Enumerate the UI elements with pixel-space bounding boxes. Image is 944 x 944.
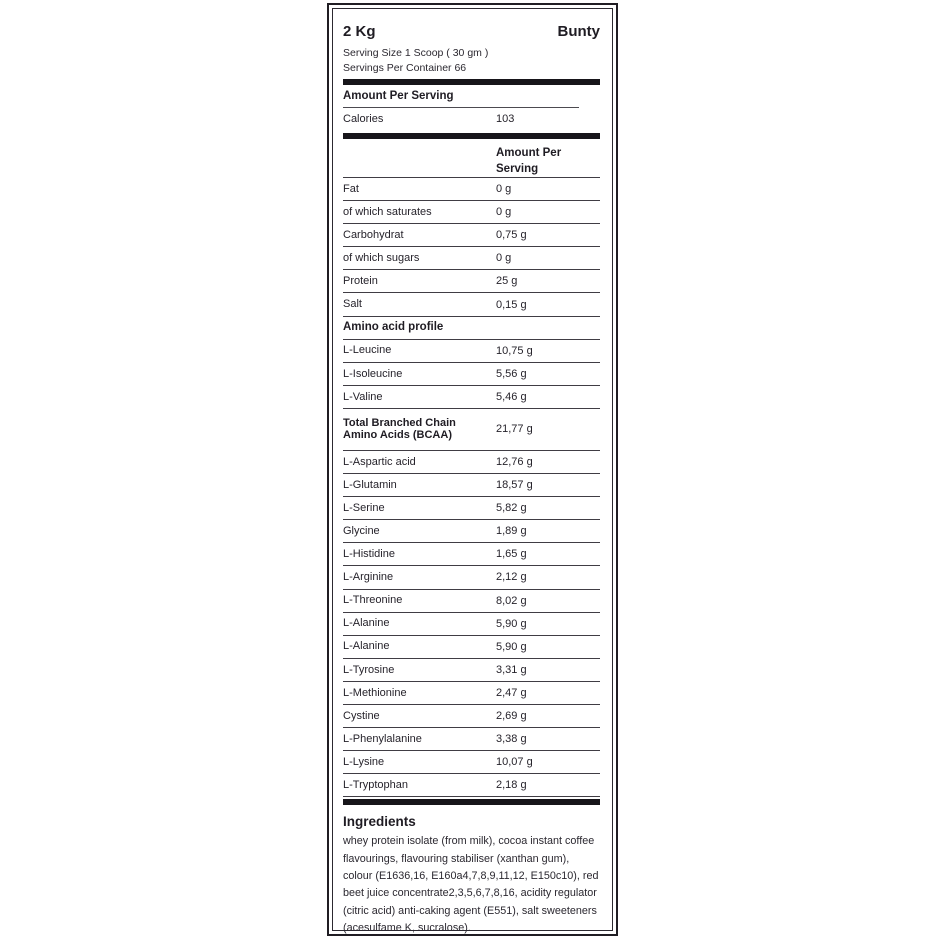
table-row [343, 340, 600, 363]
amino-acid-value: 21,77 g [496, 423, 533, 436]
amino-acid-label: L-Threonine [343, 594, 403, 607]
nutrient-value: 25 g [496, 275, 518, 288]
amino-acid-value: 5,56 g [496, 367, 527, 380]
nutrient-value: 0 g [496, 252, 512, 265]
column-header-line1: Amount Per [496, 147, 562, 159]
amino-acid-value: 10,75 g [496, 344, 533, 357]
servings-per-container: Servings Per Container 66 [343, 62, 467, 74]
calories-label: Calories [343, 113, 384, 125]
amino-acid-value: 1,89 g [496, 525, 527, 538]
amino-acid-label: L-Phenylalanine [343, 732, 422, 745]
amino-acid-label: L-Lysine [343, 755, 385, 768]
table-row [343, 543, 600, 566]
calories-value: 103 [496, 113, 515, 125]
amino-acid-label: Cystine [343, 709, 380, 722]
nutrient-value: 0 g [496, 183, 512, 196]
amino-acid-label: L-Aspartic acid [343, 455, 416, 468]
amino-acid-value: 12,76 g [496, 455, 533, 468]
amino-acid-profile-header [343, 317, 600, 340]
serving-info [343, 46, 600, 76]
ingredients-section [343, 805, 600, 937]
table-row [343, 705, 600, 728]
amino-acid-value: 5,82 g [496, 502, 527, 515]
amino-acid-value: 2,47 g [496, 686, 527, 699]
amino-acid-label: L-Tyrosine [343, 663, 395, 676]
amino-acid-label: L-Leucine [343, 344, 392, 357]
amount-per-serving-title: Amount Per Serving [343, 90, 454, 102]
amino-acid-label: L-Alanine [343, 617, 390, 630]
table-row [343, 451, 600, 474]
table-row [343, 386, 600, 409]
table-row [343, 774, 600, 797]
amino-acid-label: Total Branched Chain Amino Acids (BCAA) [343, 416, 456, 442]
product-weight: 2 Kg [343, 23, 376, 40]
amino-acid-value: 5,90 g [496, 617, 527, 630]
amino-acid-label: L-Glutamin [343, 478, 397, 491]
nutrient-label: Carbohydrat [343, 228, 404, 241]
amino-acid-value: 3,38 g [496, 733, 527, 746]
label-header-row [343, 22, 600, 42]
amino-acid-label: L-Histidine [343, 548, 395, 561]
serving-size: Serving Size 1 Scoop ( 30 gm ) [343, 47, 489, 59]
nutrient-value: 0,75 g [496, 229, 527, 242]
amino-acid-value: 1,65 g [496, 548, 527, 561]
amino-acid-value: 2,18 g [496, 779, 527, 792]
table-row [343, 293, 600, 316]
section-header-label: Amino acid profile [343, 321, 444, 334]
table-row [343, 682, 600, 705]
amino-acid-label: L-Alanine [343, 640, 390, 653]
nutrient-label: Fat [343, 182, 359, 195]
table-row [343, 201, 600, 224]
table-row [343, 613, 600, 636]
amino-acid-label: L-Isoleucine [343, 367, 403, 380]
label-header [343, 9, 600, 76]
amino-acid-value: 5,90 g [496, 640, 527, 653]
table-row [343, 590, 600, 613]
table-row [343, 363, 600, 386]
nutrition-label-inner-frame [332, 8, 613, 934]
table-row [343, 566, 600, 589]
nutrition-rows [343, 178, 600, 317]
amino-acid-value: 2,69 g [496, 710, 527, 723]
table-row [343, 270, 600, 293]
nutrient-value: 0 g [496, 206, 512, 219]
amino-acid-value: 18,57 g [496, 479, 533, 492]
amino-acid-value: 8,02 g [496, 594, 527, 607]
nutrition-label [327, 3, 618, 936]
nutrient-label: of which sugars [343, 252, 420, 265]
ingredients-text: whey protein isolate (from milk), cocoa instant coffee flavourings, flavouring stabiliser (xanthan gum), colour (E1636,16, E160a4,7,8,9,11,12, E150c10), red beet juice concentrate2,3,5,6,7,8,16, acidity regulator (citric acid) anti-caking agent (E551), salt sweeteners (acesulfame K, sucralose). [343, 835, 599, 934]
amino-acid-value: 3,31 g [496, 663, 527, 676]
table-row [343, 520, 600, 543]
amino-acid-label: L-Methionine [343, 686, 407, 699]
calories-row [343, 108, 600, 130]
table-row [343, 474, 600, 497]
table-row [343, 751, 600, 774]
column-header-text [496, 145, 596, 177]
table-row [343, 409, 600, 451]
amino-acid-label: L-Valine [343, 390, 383, 403]
table-row [343, 659, 600, 682]
amino-acid-value: 5,46 g [496, 390, 527, 403]
nutrient-label: of which saturates [343, 205, 432, 218]
nutrient-label: Salt [343, 298, 362, 311]
column-header-line2: Serving [496, 163, 539, 175]
table-row [343, 497, 600, 520]
amino-acid-value: 10,07 g [496, 756, 533, 769]
amino-acid-label: Glycine [343, 525, 380, 538]
amino-acid-rows [343, 340, 600, 798]
brand-name: Bunty [557, 23, 600, 40]
table-row [343, 636, 600, 659]
table-row [343, 224, 600, 247]
table-row [343, 178, 600, 201]
ingredients-title: Ingredients [343, 814, 416, 830]
amino-acid-value: 2,12 g [496, 571, 527, 584]
table-column-header [343, 139, 600, 178]
amino-acid-label: L-Serine [343, 501, 385, 514]
nutrient-value: 0,15 g [496, 298, 527, 311]
amino-acid-label: L-Tryptophan [343, 779, 409, 792]
nutrient-label: Protein [343, 275, 378, 288]
table-row [343, 728, 600, 751]
amino-acid-label: L-Arginine [343, 571, 394, 584]
table-row [343, 247, 600, 270]
